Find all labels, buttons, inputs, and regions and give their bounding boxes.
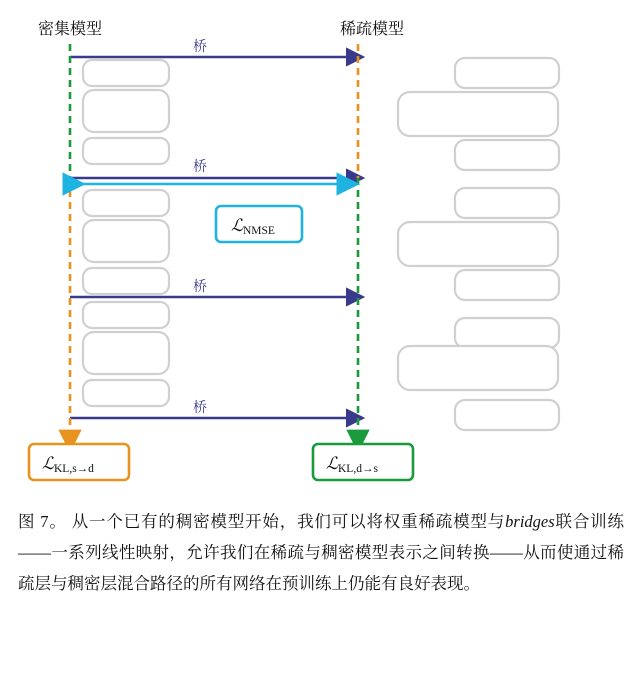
caption-prefix: 图 7。 <box>18 512 67 531</box>
svg-text:KL,d→s: KL,d→s <box>338 463 378 475</box>
bridge-label-1: 桥 <box>193 38 207 54</box>
caption-part4: 与稠密模型表示之间转换——从而使通过稀疏层与稠密层混 <box>18 543 625 593</box>
caption-part2: 型与 <box>470 512 506 531</box>
svg-text:ℒ: ℒ <box>326 454 339 473</box>
bridge-label-4: 桥 <box>193 399 207 415</box>
left-network-blocks <box>83 60 169 406</box>
svg-text:KL,s→d: KL,s→d <box>54 463 94 475</box>
kl-sd-loss-box <box>29 444 129 480</box>
bridge-label-3: 桥 <box>193 278 207 294</box>
caption-italic-bridges: bridges <box>505 512 555 531</box>
caption-part1: 从一个已有的稠密模型开始，我们可以将权重稀疏模 <box>66 512 471 531</box>
nmse-loss-box <box>216 206 302 242</box>
dense-model-label: 密集模型 <box>37 21 103 38</box>
svg-text:ℒ: ℒ <box>42 454 55 473</box>
svg-text:ℒ: ℒ <box>231 216 244 235</box>
bridge-label-2: 桥 <box>193 158 207 174</box>
figure-caption <box>18 506 624 599</box>
caption-part5: 合路径的所有网络在预训练上仍能有良好表现。 <box>133 574 480 593</box>
svg-text:NMSE: NMSE <box>243 225 275 237</box>
sparse-model-label: 稀疏模型 <box>339 21 405 38</box>
caption-part3: 联合训练——一系列线性映射，允许我们在稀疏 <box>18 512 625 562</box>
right-network-blocks <box>398 58 559 430</box>
kl-ds-loss-box <box>313 444 413 480</box>
